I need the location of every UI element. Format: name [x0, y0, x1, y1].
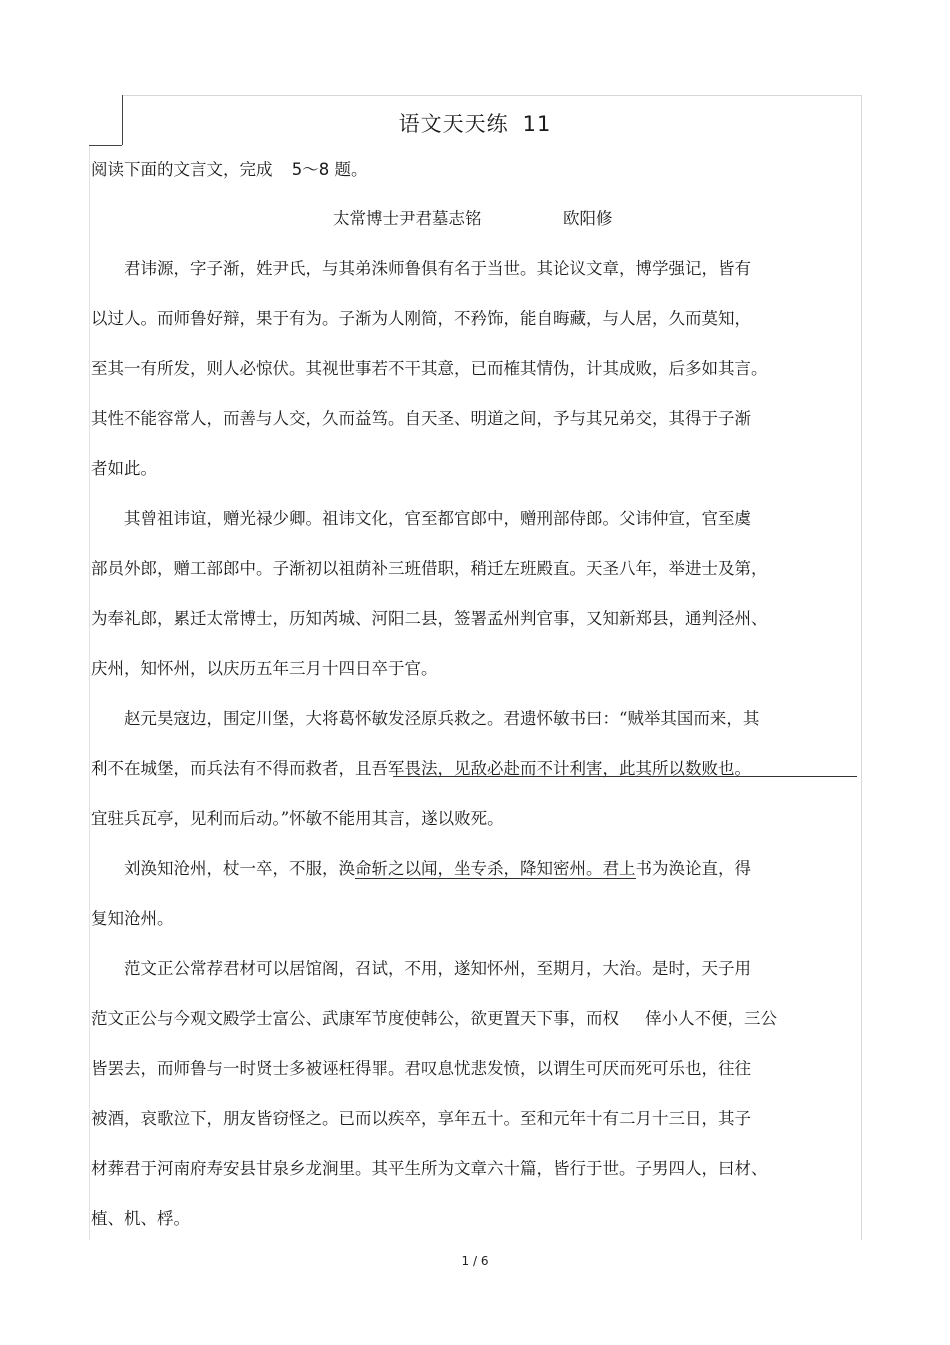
text-line: 部员外郎，赠工部郎中。子渐初以祖荫补三班借职，稍迁左班殿直。天圣八年，举进士及第，	[91, 559, 768, 578]
text-line: 君讳源，字子渐，姓尹氏，与其弟洙师鲁俱有名于当世。其论议文章，博学强记，皆有	[91, 259, 751, 278]
text-line: 庆州，知怀州，以庆历五年三月十四日卒于官。	[91, 659, 438, 678]
text-line: 范文正公常荐君材可以居馆阁，召试，不用，遂知怀州，至期月，大治。是时，天子用	[91, 959, 751, 978]
text-segment: 倖小人不便，三公	[645, 1009, 777, 1028]
text-segment: 范文正公与今观文殿学士富公、武康军节度使韩公，欲更置天下事，而权	[91, 1009, 619, 1028]
text-line: 其性不能容常人，而善与人交，久而益笃。自天圣、明道之间，予与其兄弟交，其得于子渐	[91, 409, 751, 428]
page-title	[0, 108, 950, 138]
text-line: 为奉礼郎，累迁太常博士，历知芮城、河阳二县，签署孟州判官事，又知新郑县，通判泾州、	[91, 609, 768, 628]
instruction-before: 阅读下面的文言文，完成	[91, 160, 273, 179]
text-line: 复知沧州。	[91, 909, 174, 928]
text-line: 以过人。而师鲁好辩，果于有为。子渐为人刚简，不矜饰，能自晦藏，与人居，久而莫知，	[91, 309, 751, 328]
text-line: 赵元昊寇边，围定川堡，大将葛怀敏发泾原兵救之。君遗怀敏书曰：“贼举其国而来，其	[91, 709, 760, 728]
underlined-sentence: 命斩之以闻，坐专杀，降知密州。君上	[355, 859, 636, 878]
text-line: 被酒，哀歌泣下，朋友皆窃怪之。已而以疾卒，享年五十。至和元年十有二月十三日，其子	[91, 1109, 751, 1128]
title-number: 11	[522, 112, 552, 136]
text-segment: 刘涣知沧州，杖一卒，不服，涣	[91, 859, 355, 878]
title-text: 语文天天练	[398, 112, 509, 136]
text-line: 宜驻兵瓦亭，见利而后动。”怀敏不能用其言，遂以败死。	[91, 809, 504, 828]
text-line: 皆罢去，而师鲁与一时贤士多被诬枉得罪。君叹息忧悲发愤，以谓生可厌而死可乐也，往往	[91, 1059, 751, 1078]
text-line	[91, 757, 751, 781]
text-segment: 书为涣论直，得	[635, 859, 751, 878]
text-line: 其曾祖讳谊，赠光禄少卿。祖讳文化，官至都官郎中，赠刑部侍郎。父讳仲宣，官至虞	[91, 509, 751, 528]
page-number: 1 / 6	[461, 1254, 489, 1268]
text-line: 者如此。	[91, 459, 157, 478]
instruction-range: 5～8	[291, 160, 330, 179]
instruction-line	[91, 158, 368, 182]
page-frame-right	[861, 95, 862, 1240]
page-frame-top	[122, 95, 862, 96]
instruction-after: 题。	[334, 160, 368, 179]
text-segment: 利不在城堡，而兵法有不得而救者，	[91, 759, 355, 778]
text-line	[91, 1007, 777, 1031]
underlined-sentence: 且吾军畏法，见敌必赴而不计利害，此其所以数败也。	[355, 759, 751, 778]
text-line: 至其一有所发，则人必惊伏。其视世事若不干其意，已而榷其情伪，计其成败，后多如其言。	[91, 359, 768, 378]
underline-mark	[393, 776, 857, 777]
text-line	[91, 857, 751, 881]
essay-author: 欧阳修	[563, 209, 613, 228]
text-line: 植、机、桴。	[91, 1209, 190, 1228]
text-line: 材葬君于河南府寿安县甘泉乡龙涧里。其平生所为文章六十篇，皆行于世。子男四人，曰材、	[91, 1159, 768, 1178]
essay-title: 太常博士尹君墓志铭	[333, 209, 482, 228]
corner-mark-horizontal	[89, 145, 122, 146]
page-frame-left	[89, 145, 90, 1240]
